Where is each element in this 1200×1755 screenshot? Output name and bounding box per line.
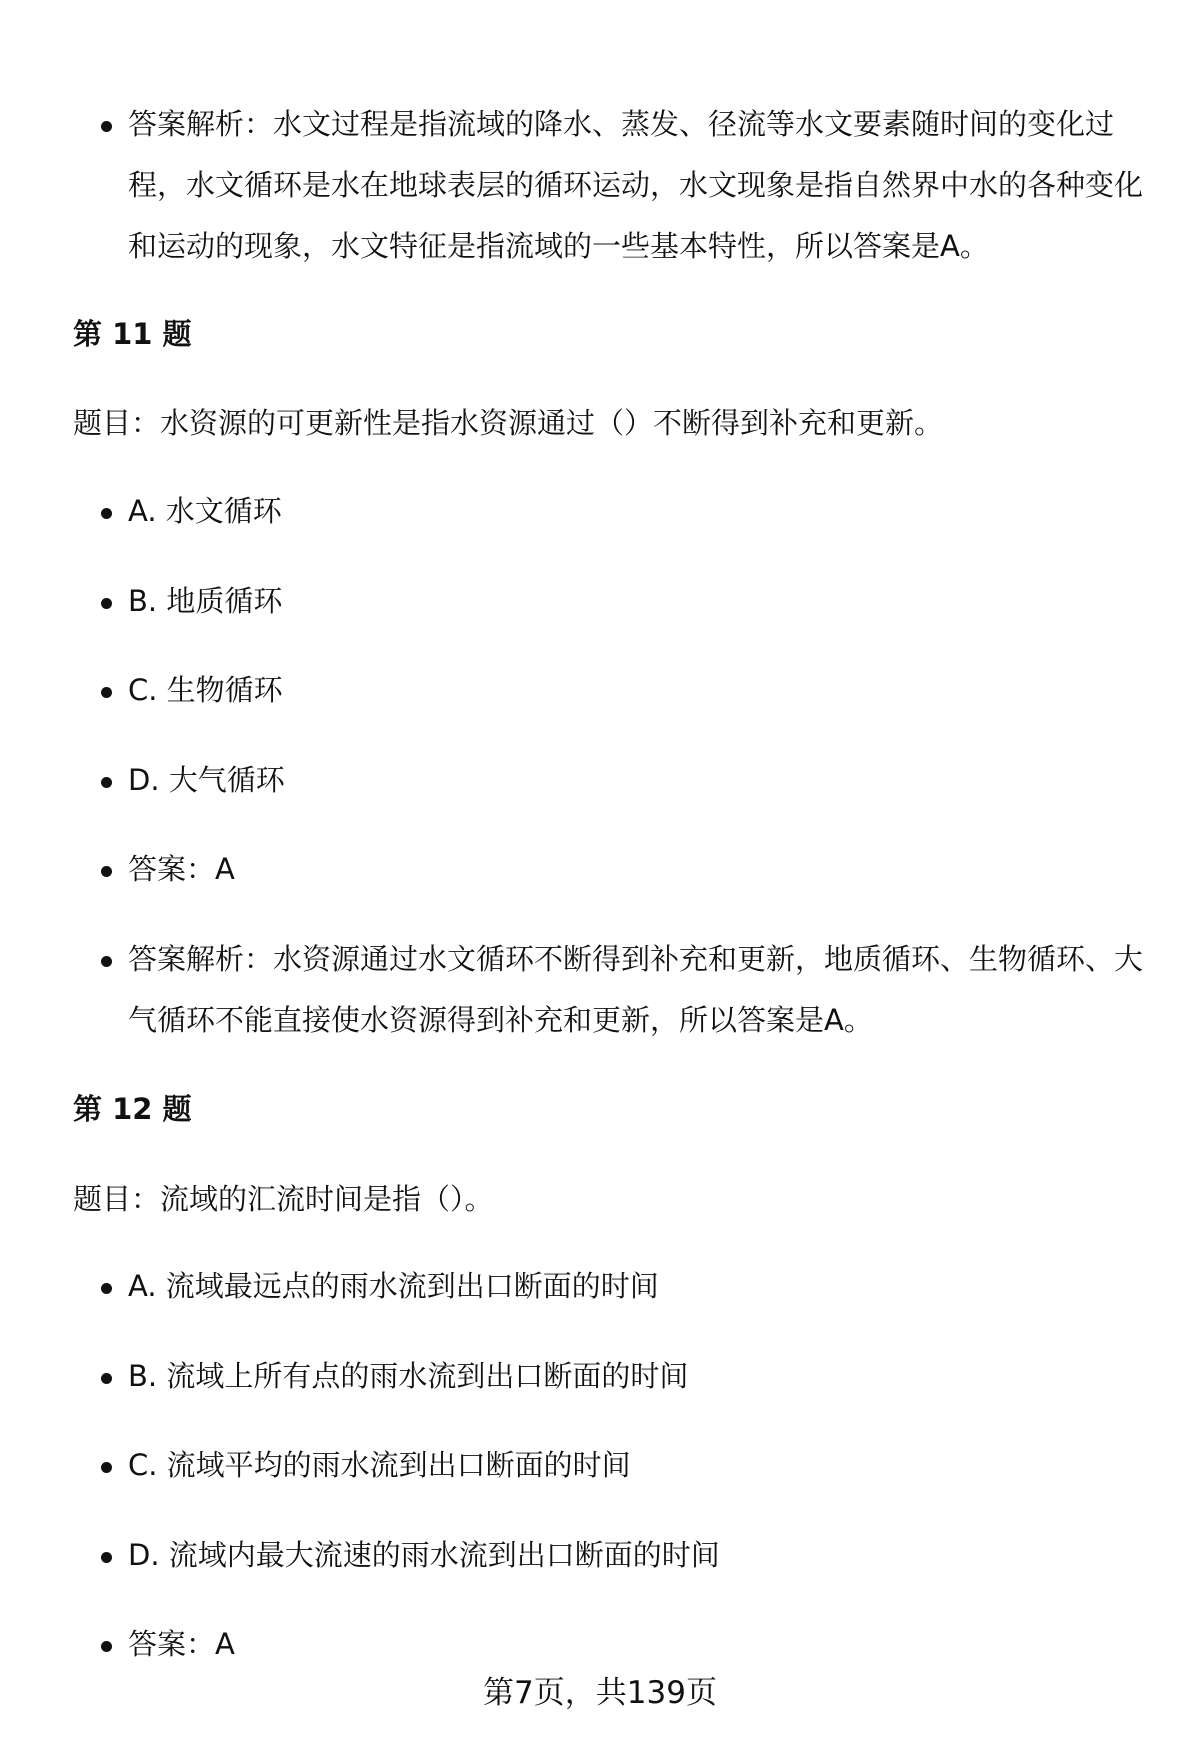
prev-question-analysis: 答案解析：水文过程是指流域的降水、蒸发、径流等水文要素随时间的变化过程，水文循环是水在地球表层的循环运动，水文现象是指自然界中水的各种变化和运动的现象，水文特征是指流域的一些基本特性，所以答案是A。 [128,94,1148,277]
question-12-option-b: B. 流域上所有点的雨水流到出口断面的时间 [128,1346,1148,1407]
question-12-option-a: A. 流域最远点的雨水流到出口断面的时间 [128,1256,1148,1317]
question-12-answer: 答案：A [128,1614,1148,1675]
question-11-heading: 第 11 题 [73,317,192,351]
question-11-option-b: B. 地质循环 [128,571,1148,632]
question-11-option-c: C. 生物循环 [128,660,1148,721]
question-12-stem: 题目：流域的汇流时间是指（）。 [73,1182,494,1216]
question-12-option-d: D. 流域内最大流速的雨水流到出口断面的时间 [128,1525,1148,1586]
question-11-stem: 题目：水资源的可更新性是指水资源通过（）不断得到补充和更新。 [73,406,944,440]
page-number-footer: 第7页，共139页 [483,1675,717,1711]
question-11-option-a: A. 水文循环 [128,481,1148,542]
question-11-analysis: 答案解析：水资源通过水文循环不断得到补充和更新，地质循环、生物循环、大气循环不能直接使水资源得到补充和更新，所以答案是A。 [128,929,1148,1051]
question-11-option-d: D. 大气循环 [128,750,1148,811]
question-12-option-c: C. 流域平均的雨水流到出口断面的时间 [128,1435,1148,1496]
question-11-answer: 答案：A [128,839,1148,900]
question-12-heading: 第 12 题 [73,1092,192,1126]
